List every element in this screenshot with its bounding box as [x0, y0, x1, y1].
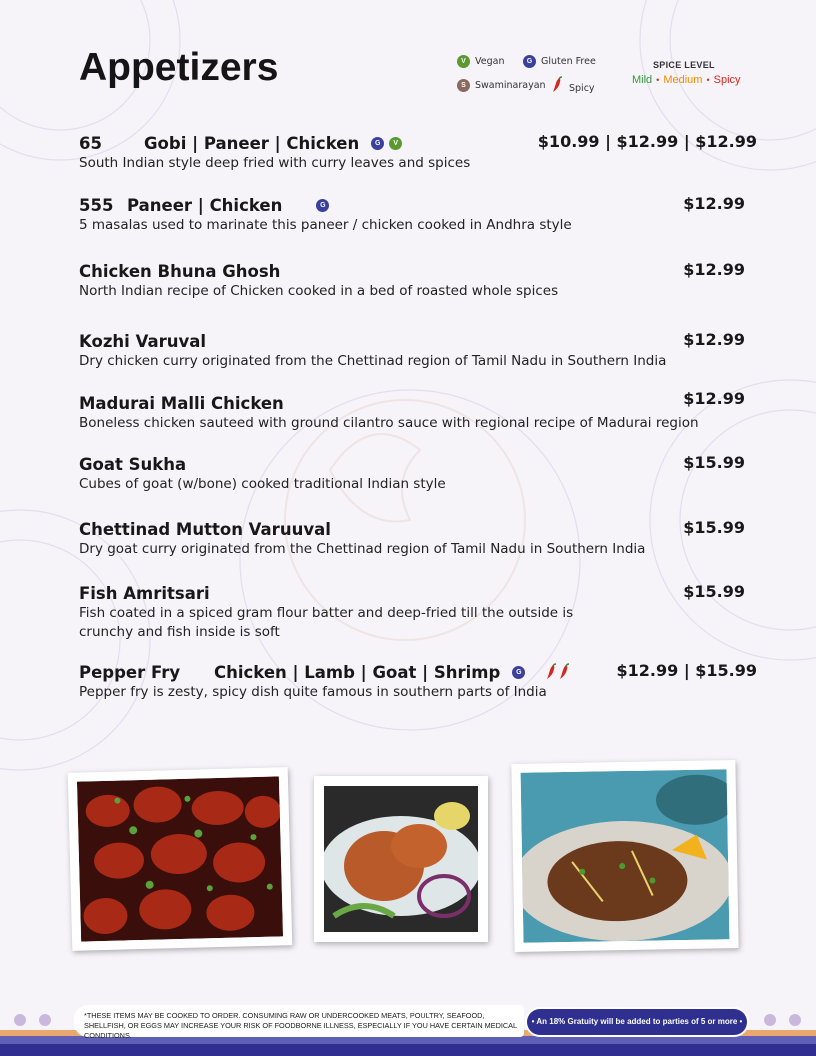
spice-mild: Mild — [632, 74, 653, 86]
legend-label: Spicy — [569, 82, 595, 94]
item-price: $15.99 — [683, 518, 745, 537]
gluten-free-badge: G — [371, 137, 384, 150]
menu-item — [79, 518, 759, 559]
item-price: $12.99 | $15.99 — [616, 661, 757, 680]
legend-label: Vegan — [475, 56, 505, 67]
legend-label: Swaminarayan — [475, 80, 546, 91]
spice-level-title: SPICE LEVEL — [653, 60, 715, 70]
item-description: Cubes of goat (w/bone) cooked traditional Indian style — [79, 476, 446, 492]
legend-spicy — [550, 76, 595, 94]
swaminarayan-badge: S — [457, 79, 470, 92]
chili-icon — [544, 663, 558, 681]
legend-label: Gluten Free — [541, 56, 596, 67]
legend-vegan — [457, 55, 504, 68]
gluten-free-badge: G — [523, 55, 536, 68]
vegan-badge: V — [457, 55, 470, 68]
chili-icon — [557, 663, 571, 681]
chilli-gobi-photo — [68, 767, 293, 951]
item-price: $12.99 — [683, 330, 745, 349]
tandoori-chicken-photo — [314, 776, 488, 942]
menu-item — [79, 194, 759, 235]
item-description: North Indian recipe of Chicken cooked in a bed of roasted whole spices — [79, 283, 559, 299]
menu-item — [79, 582, 759, 642]
item-name: Goat Sukha — [79, 454, 187, 474]
spice-medium: Medium — [663, 74, 703, 86]
gratuity-notice: • An 18% Gratuity will be added to parties of 5 or more • — [527, 1009, 747, 1035]
spice-spicy: Spicy — [713, 74, 741, 86]
menu-item — [79, 389, 759, 433]
item-description: Fish coated in a spiced gram flour batter and deep-fried till the outside is crunchy and fish inside is soft — [79, 605, 574, 640]
item-price: $12.99 — [683, 389, 745, 408]
item-price: $12.99 — [683, 194, 745, 213]
item-name: Chicken | Lamb | Goat | Shrimp — [214, 662, 501, 682]
item-price: $15.99 — [683, 582, 745, 601]
menu-item — [79, 661, 759, 702]
item-name: Gobi | Paneer | Chicken — [144, 133, 360, 153]
menu-item — [79, 132, 759, 173]
menu-item — [79, 453, 759, 494]
item-name: Fish Amritsari — [79, 583, 210, 603]
item-number: 65 — [79, 133, 102, 153]
item-number: Pepper Fry — [79, 662, 181, 682]
legend-gluten-free — [523, 55, 596, 68]
spice-level-scale: Mild • Medium • Spicy — [632, 74, 741, 86]
goat-curry-photo — [511, 760, 738, 952]
item-name: Chicken Bhuna Ghosh — [79, 261, 281, 281]
legend-swaminarayan — [457, 79, 546, 92]
gluten-free-badge: G — [512, 666, 525, 679]
item-number: 555 — [79, 195, 114, 215]
item-price: $10.99 | $12.99 | $12.99 — [537, 132, 757, 151]
item-name: Kozhi Varuval — [79, 331, 207, 351]
item-name: Chettinad Mutton Varuuval — [79, 519, 331, 539]
vegan-badge: V — [389, 137, 402, 150]
item-description: Boneless chicken sauteed with ground cilantro sauce with regional recipe of Madurai region — [79, 415, 699, 431]
food-safety-disclaimer: *THESE ITEMS MAY BE COOKED TO ORDER. CONSUMING RAW OR UNDERCOOKED MEATS, POULTRY, SEAFOOD, SHELLFISH, OR EGGS MAY INCREASE YOUR RISK OF FOODBORNE ILLNESS, ESPECIALLY IF YOU HAVE CERTAIN MEDICAL CONDITIONS. — [74, 1005, 524, 1037]
chili-icon — [550, 76, 564, 94]
item-price: $12.99 — [683, 260, 745, 279]
item-name: Madurai Malli Chicken — [79, 393, 284, 413]
item-description: Dry chicken curry originated from the Chettinad region of Tamil Nadu in Southern India — [79, 353, 667, 369]
item-description: 5 masalas used to marinate this paneer / chicken cooked in Andhra style — [79, 217, 572, 233]
page-title: Appetizers — [79, 46, 279, 89]
item-name: Paneer | Chicken — [127, 195, 283, 215]
gluten-free-badge: G — [316, 199, 329, 212]
item-description: Dry goat curry originated from the Chettinad region of Tamil Nadu in Southern India — [79, 541, 646, 557]
item-description: Pepper fry is zesty, spicy dish quite famous in southern parts of India — [79, 684, 547, 700]
item-description: South Indian style deep fried with curry leaves and spices — [79, 155, 471, 171]
menu-item — [79, 260, 759, 301]
menu-item — [79, 330, 759, 371]
item-price: $15.99 — [683, 453, 745, 472]
